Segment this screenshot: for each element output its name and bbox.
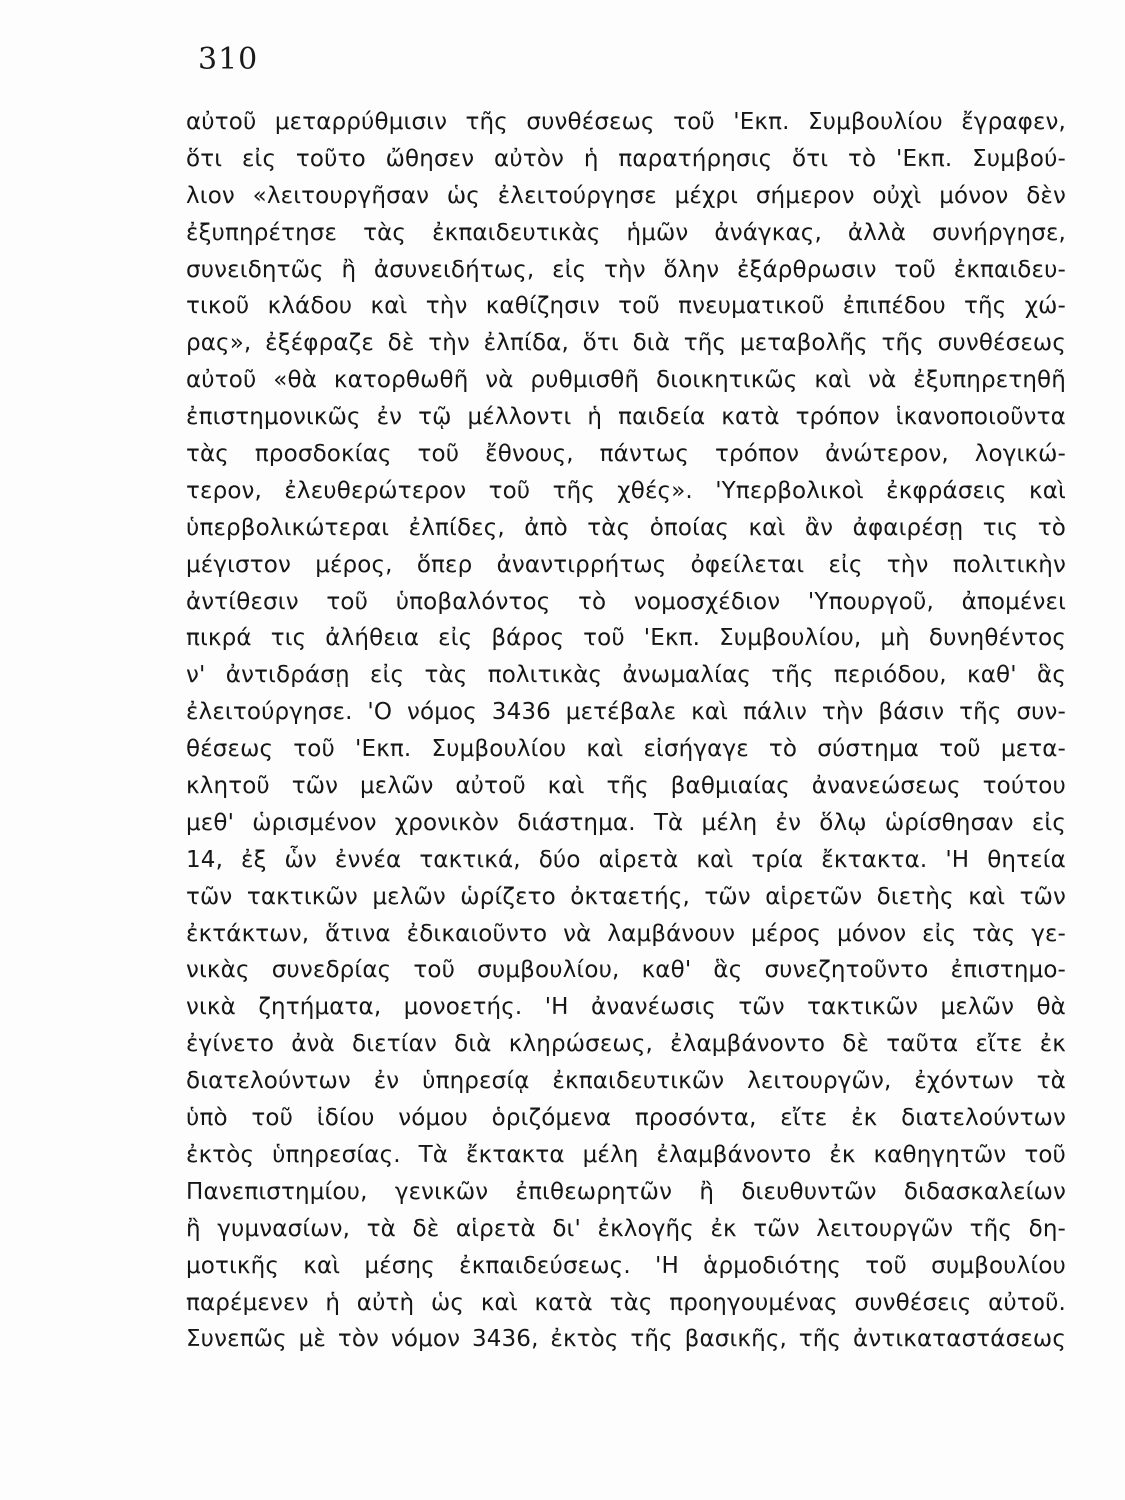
text-line: τὰς προσδοκίας τοῦ ἔθνους, πάντως τρόπον ἀνώτερον, λογικώ- [186, 441, 1066, 468]
text-line: ἐκτάκτων, ἅτινα ἐδικαιοῦντο νὰ λαμβάνουν μέρος μόνον εἰς τὰς γε- [186, 920, 1066, 947]
text-line: τερον, ἐλευθερώτερον τοῦ τῆς χθές». 'Υπερβολικοὶ ἐκφράσεις καὶ [186, 477, 1066, 504]
text-line: αὐτοῦ «θὰ κατορθωθῆ νὰ ρυθμισθῆ διοικητικῶς καὶ νὰ ἐξυπηρετηθῆ [186, 367, 1066, 394]
text-line: ρας», ἐξέφραζε δὲ τὴν ἐλπίδα, ὅτι διὰ τῆς μεταβολῆς τῆς συνθέσεως [186, 330, 1066, 357]
text-line: ὑπερβολικώτεραι ἐλπίδες, ἀπὸ τὰς ὁποίας καὶ ἂν ἀφαιρέσῃ τις τὸ [186, 514, 1066, 541]
text-line: ἐγίνετο ἀνὰ διετίαν διὰ κληρώσεως, ἐλαμβάνοντο δὲ ταῦτα εἴτε ἐκ [186, 1031, 1066, 1058]
text-line: ἢ γυμνασίων, τὰ δὲ αἱρετὰ δι' ἐκλογῆς ἐκ τῶν λειτουργῶν τῆς δη- [186, 1215, 1066, 1242]
text-line: τικοῦ κλάδου καὶ τὴν καθίζησιν τοῦ πνευματικοῦ ἐπιπέδου τῆς χώ- [186, 293, 1066, 320]
text-line: Συνεπῶς μὲ τὸν νόμον 3436, ἐκτὸς τῆς βασικῆς, τῆς ἀντικαταστάσεως [186, 1326, 1066, 1353]
text-line: αὐτοῦ μεταρρύθμισιν τῆς συνθέσεως τοῦ 'Εκπ. Συμβουλίου ἔγραφεν, [186, 109, 1066, 135]
text-line: Πανεπιστημίου, γενικῶν ἐπιθεωρητῶν ἢ διευθυντῶν διδασκαλείων [186, 1178, 1066, 1205]
text-line: ἐκτὸς ὑπηρεσίας. Τὰ ἔκτακτα μέλη ἐλαμβάνοντο ἐκ καθηγητῶν τοῦ [186, 1141, 1066, 1168]
text-line: ὑπὸ τοῦ ἰδίου νόμου ὁριζόμενα προσόντα, εἴτε ἐκ διατελούντων [186, 1105, 1066, 1132]
text-line: μέγιστον μέρος, ὅπερ ἀναντιρρήτως ὀφείλεται εἰς τὴν πολιτικὴν [186, 551, 1066, 578]
text-line: πικρά τις ἀλήθεια εἰς βάρος τοῦ 'Εκπ. Συμβουλίου, μὴ δυνηθέντος [186, 625, 1066, 652]
text-line: λιον «λειτουργῆσαν ὡς ἐλειτούργησε μέχρι σήμερον οὐχὶ μόνον δὲν [186, 182, 1066, 209]
text-line: κλητοῦ τῶν μελῶν αὐτοῦ καὶ τῆς βαθμιαίας ἀνανεώσεως τούτου [186, 773, 1066, 800]
text-line: ὅτι εἰς τοῦτο ὤθησεν αὐτὸν ἡ παρατήρησις ὅτι τὸ 'Εκπ. Συμβού- [186, 145, 1066, 172]
text-line: ἀντίθεσιν τοῦ ὑποβαλόντος τὸ νομοσχέδιον 'Υπουργοῦ, ἀπομένει [186, 588, 1066, 615]
text-line: νικὰς συνεδρίας τοῦ συμβουλίου, καθ' ἃς συνεζητοῦντο ἐπιστημο- [186, 957, 1066, 984]
text-line: ἐλειτούργησε. 'Ο νόμος 3436 μετέβαλε καὶ πάλιν τὴν βάσιν τῆς συν- [186, 699, 1066, 726]
text-line: ν' ἀντιδράσῃ εἰς τὰς πολιτικὰς ἀνωμαλίας τῆς περιόδου, καθ' ἃς [186, 662, 1066, 689]
text-line: νικὰ ζητήματα, μονοετής. 'Η ἀνανέωσις τῶν τακτικῶν μελῶν θὰ [186, 994, 1066, 1021]
text-line: συνειδητῶς ἢ ἀσυνειδήτως, εἰς τὴν ὅλην ἐξάρθρωσιν τοῦ ἐκπαιδευ- [186, 256, 1066, 283]
text-line: διατελούντων ἐν ὑπηρεσίᾳ ἐκπαιδευτικῶν λειτουργῶν, ἐχόντων τὰ [186, 1068, 1066, 1095]
body-text [186, 104, 1066, 1358]
text-line: τῶν τακτικῶν μελῶν ὡρίζετο ὀκταετής, τῶν αἱρετῶν διετὴς καὶ τῶν [186, 883, 1066, 910]
text-line: θέσεως τοῦ 'Εκπ. Συμβουλίου καὶ εἰσήγαγε τὸ σύστημα τοῦ μετα- [186, 736, 1066, 763]
text-line: μεθ' ὡρισμένον χρονικὸν διάστημα. Τὰ μέλη ἐν ὅλῳ ὡρίσθησαν εἰς [186, 809, 1066, 836]
text-line: ἐξυπηρέτησε τὰς ἐκπαιδευτικὰς ἡμῶν ἀνάγκας, ἀλλὰ συνήργησε, [186, 219, 1066, 246]
text-line: παρέμενεν ἡ αὐτὴ ὡς καὶ κατὰ τὰς προηγουμένας συνθέσεις αὐτοῦ. [186, 1289, 1066, 1316]
text-line: 14, ἐξ ὧν ἐννέα τακτικά, δύο αἱρετὰ καὶ τρία ἔκτακτα. 'Η θητεία [186, 846, 1066, 873]
page-number: 310 [198, 42, 259, 77]
text-line: ἐπιστημονικῶς ἐν τῷ μέλλοντι ἡ παιδεία κατὰ τρόπον ἱκανοποιοῦντα [186, 404, 1066, 431]
text-line: μοτικῆς καὶ μέσης ἐκπαιδεύσεως. 'Η ἁρμοδιότης τοῦ συμβουλίου [186, 1252, 1066, 1279]
